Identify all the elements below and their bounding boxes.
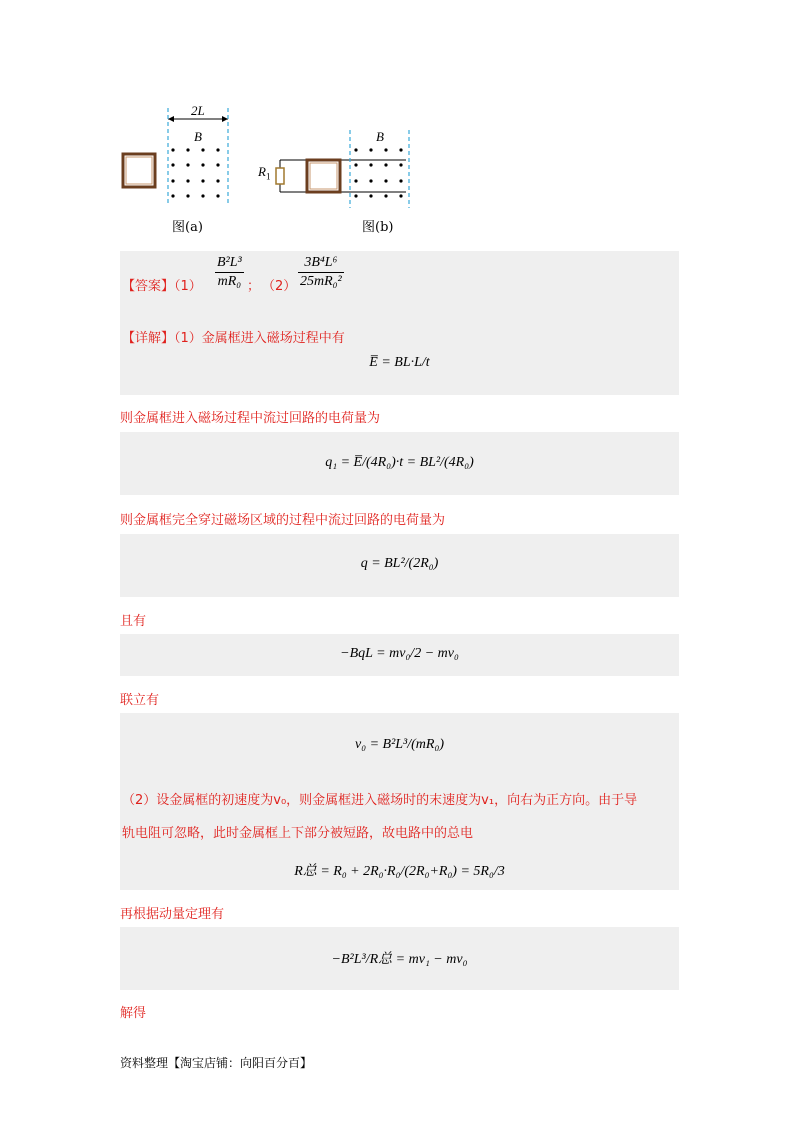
equation-5: v₀ = B²L³/(mR₀) <box>354 737 444 752</box>
text-and: 且有 <box>120 614 147 629</box>
answer2-fraction: $\frac{\text{3B⁴L⁶}}{\text{25mR₀²}}$ <box>300 255 342 289</box>
text-part2-line2: 轨电阻可忽略，此时金属框上下部分被短路，故电路中的总电 <box>122 826 474 841</box>
answer-part2: （2） <box>262 279 297 294</box>
field-dots-a <box>171 148 219 197</box>
text-solve: 解得 <box>120 1006 147 1021</box>
equation-3: q = BL²/(2R₀) <box>360 556 439 571</box>
metal-frame-a <box>123 154 155 187</box>
equation-7: −B²L³/R总 = mv₁ − mv₀ <box>331 952 468 967</box>
equation-6: R总 = R₀ + 2R₀·R₀/(2R₀+R₀) = 5R₀/3 <box>294 864 505 879</box>
detail-intro: 【详解】（1）金属框进入磁场过程中有 <box>122 331 345 346</box>
field-label-a: B <box>194 129 202 144</box>
equation-4: −BqL = mv₀/2 − mv₀ <box>340 646 459 661</box>
answer1-fraction: $\frac{\text{B²L³}}{\text{mR₀}}$ <box>217 255 242 289</box>
caption-a: 图(a) <box>172 220 203 235</box>
answer-part1: （1） <box>174 279 202 294</box>
text-momentum: 再根据动量定理有 <box>120 907 225 922</box>
answer-separator: ； <box>247 279 261 294</box>
text-charge-full: 则金属框完全穿过磁场区域的过程中流过回路的电荷量为 <box>120 513 446 528</box>
metal-frame-b <box>307 160 340 192</box>
resistor-r1 <box>276 168 284 184</box>
resistor-label: $R_1$ <box>258 164 271 182</box>
text-charge-enter: 则金属框进入磁场过程中流过回路的电荷量为 <box>120 411 381 426</box>
arrow-left-head <box>168 116 174 122</box>
answer-bracket: 【答案】 <box>122 279 175 294</box>
text-part2-line1: （2）设金属框的初速度为v₀，则金属框进入磁场时的末速度为v₁，向右为正方向。由于导 <box>122 793 638 808</box>
equation-2: q₁ = E̅/(4R₀)·t = BL²/(4R₀) <box>325 455 474 470</box>
caption-b: 图(b) <box>362 220 394 235</box>
equation-1: E̅ = BL·L/t <box>369 355 430 370</box>
answer-line <box>122 275 202 294</box>
field-dots-b <box>354 148 402 197</box>
arrow-right-head <box>222 116 228 122</box>
answer-box <box>120 251 679 395</box>
footer-source: 资料整理【淘宝店铺：向阳百分百】 <box>120 1056 313 1070</box>
text-combine: 联立有 <box>120 693 160 708</box>
detail-bracket: 【详解】 <box>122 331 175 346</box>
dimension-label: 2L <box>191 103 205 118</box>
field-label-b: B <box>376 129 384 144</box>
